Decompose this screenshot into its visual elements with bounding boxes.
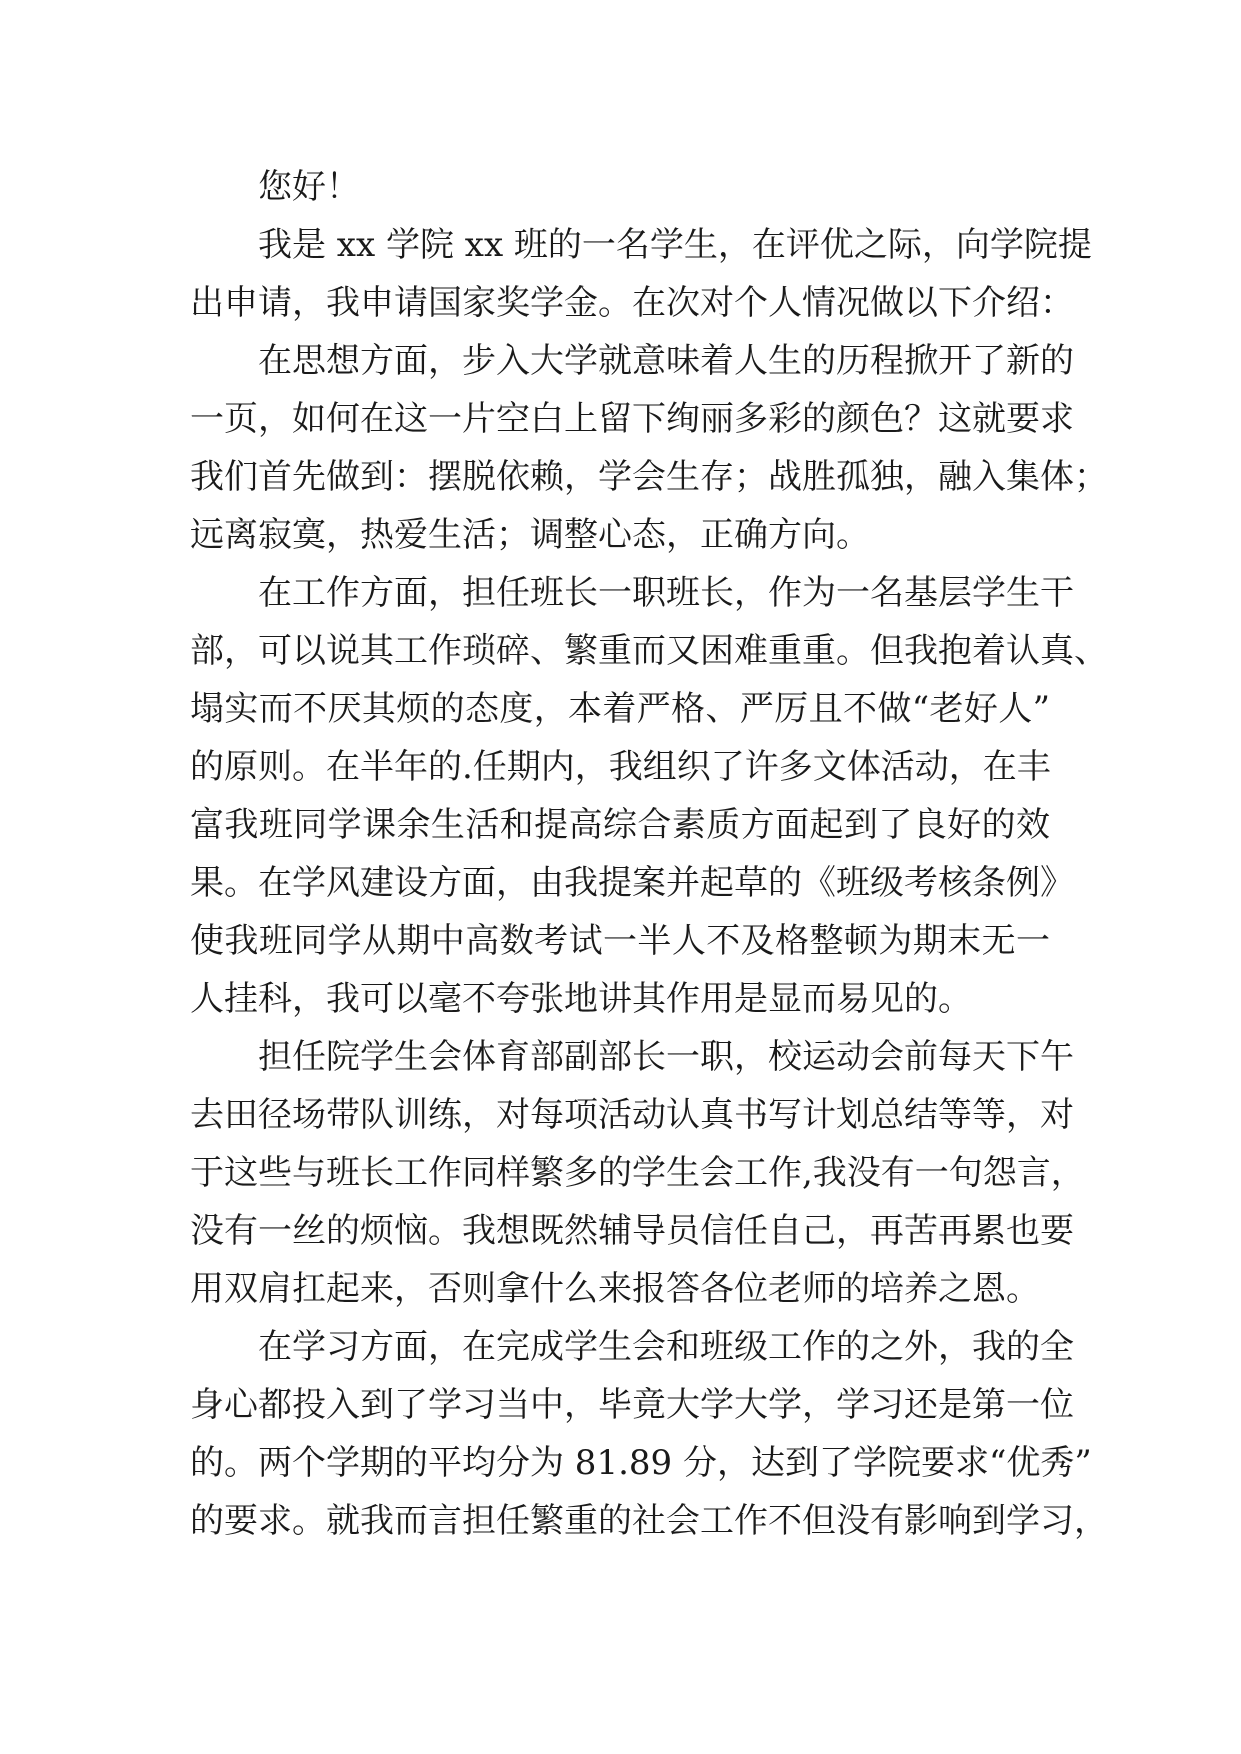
text-line: 富我班同学课余生活和提高综合素质方面起到了良好的效 [190, 805, 1050, 845]
text-line: 没有一丝的烦恼。我想既然辅导员信任自己，再苦再累也要 [190, 1211, 1074, 1251]
text-line: 去田径场带队训练，对每项活动认真书写计划总结等等，对 [190, 1095, 1074, 1135]
letter-body [190, 158, 1108, 1550]
text-line: 部，可以说其工作琐碎、繁重而又困难重重。但我抱着认真、 [190, 631, 1108, 671]
text-line: 在学习方面，在完成学生会和班级工作的之外，我的全 [258, 1327, 1074, 1367]
text-line: 果。在学风建设方面，由我提案并起草的《班级考核条例》 [190, 863, 1074, 903]
text-line: 在思想方面，步入大学就意味着人生的历程掀开了新的 [258, 341, 1074, 381]
text-line: 人挂科，我可以毫不夸张地讲其作用是显而易见的。 [190, 979, 972, 1019]
text-line: 身心都投入到了学习当中，毕竟大学大学，学习还是第一位 [190, 1385, 1074, 1425]
text-line: 出申请，我申请国家奖学金。在次对个人情况做以下介绍： [190, 283, 1074, 323]
text-line: 担任院学生会体育部副部长一职，校运动会前每天下午 [258, 1037, 1074, 1077]
text-line: 的。两个学期的平均分为 81.89 分，达到了学院要求“优秀” [190, 1443, 1092, 1483]
text-line: 我是 xx 学院 xx 班的一名学生，在评优之际，向学院提 [258, 225, 1092, 265]
text-line: 在工作方面，担任班长一职班长，作为一名基层学生干 [258, 573, 1074, 613]
text-line: 我们首先做到：摆脱依赖，学会生存；战胜孤独，融入集体； [190, 457, 1108, 497]
text-line: 使我班同学从期中高数考试一半人不及格整顿为期末无一 [190, 921, 1050, 961]
text-line: 的要求。就我而言担任繁重的社会工作不但没有影响到学习， [190, 1501, 1108, 1541]
text-line: 您好！ [258, 167, 360, 207]
text-line: 远离寂寞，热爱生活；调整心态，正确方向。 [190, 515, 870, 555]
text-line: 用双肩扛起来，否则拿什么来报答各位老师的培养之恩。 [190, 1269, 1040, 1309]
text-line: 塌实而不厌其烦的态度，本着严格、严厉且不做“老好人” [190, 689, 1050, 729]
text-line: 的原则。在半年的.任期内，我组织了许多文体活动，在丰 [190, 747, 1051, 787]
text-line: 于这些与班长工作同样繁多的学生会工作,我没有一句怨言， [190, 1153, 1085, 1193]
text-line: 一页，如何在这一片空白上留下绚丽多彩的颜色？这就要求 [190, 399, 1074, 439]
